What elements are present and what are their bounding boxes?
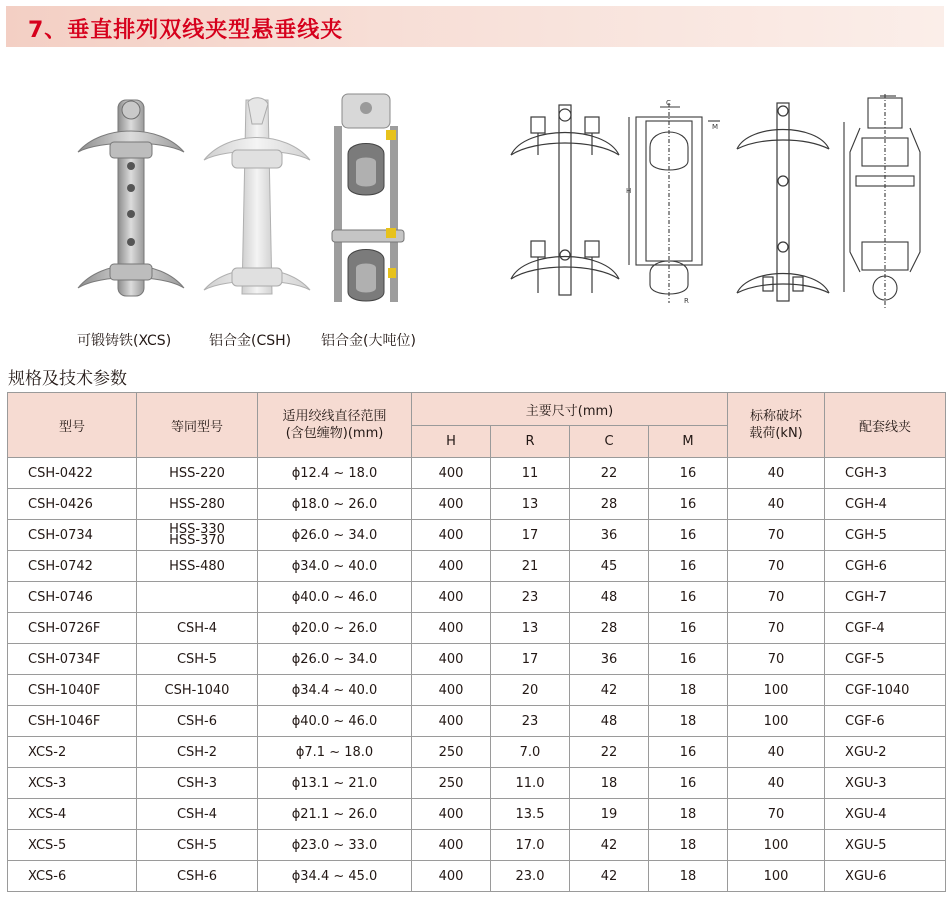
cell-clamp: CGH-6 bbox=[825, 551, 946, 582]
cell-c: 36 bbox=[570, 520, 649, 551]
cell-m: 16 bbox=[649, 737, 728, 768]
title-band bbox=[6, 6, 944, 47]
col-header-model: 型号 bbox=[8, 393, 137, 458]
table-header-row bbox=[8, 393, 946, 426]
cell-load: 100 bbox=[728, 675, 825, 706]
cell-h: 400 bbox=[412, 582, 491, 613]
table-row bbox=[8, 675, 946, 706]
cell-c: 42 bbox=[570, 675, 649, 706]
table-row bbox=[8, 520, 946, 551]
table-row bbox=[8, 861, 946, 892]
cell-model: XCS-3 bbox=[8, 768, 137, 799]
cell-load: 40 bbox=[728, 768, 825, 799]
cell-equivalent bbox=[137, 861, 258, 892]
cell-r: 17 bbox=[491, 644, 570, 675]
table-row bbox=[8, 706, 946, 737]
cell-load: 70 bbox=[728, 644, 825, 675]
cell-equivalent bbox=[137, 799, 258, 830]
cell-h: 400 bbox=[412, 706, 491, 737]
cell-clamp: XGU-6 bbox=[825, 861, 946, 892]
cell-c: 48 bbox=[570, 582, 649, 613]
cell-diameter: ϕ21.1 ~ 26.0 bbox=[258, 799, 412, 830]
cell-clamp: CGF-1040 bbox=[825, 675, 946, 706]
caption-heavy-duty: 铝合金(大吨位) bbox=[321, 333, 416, 349]
cell-m: 16 bbox=[649, 768, 728, 799]
cell-r: 17 bbox=[491, 520, 570, 551]
col-header-diameter-line2: (含包缠物)(mm) bbox=[285, 426, 384, 441]
cell-c: 42 bbox=[570, 830, 649, 861]
cell-load: 40 bbox=[728, 458, 825, 489]
cell-r: 17.0 bbox=[491, 830, 570, 861]
table-row bbox=[8, 551, 946, 582]
cell-h: 400 bbox=[412, 551, 491, 582]
cell-h: 250 bbox=[412, 768, 491, 799]
cell-m: 18 bbox=[649, 799, 728, 830]
equivalent-model: CSH-4 bbox=[176, 806, 218, 822]
cell-r: 20 bbox=[491, 675, 570, 706]
equivalent-model: CSH-5 bbox=[176, 651, 218, 667]
cell-clamp: XGU-4 bbox=[825, 799, 946, 830]
cell-c: 22 bbox=[570, 737, 649, 768]
cell-c: 42 bbox=[570, 861, 649, 892]
product-photo-csh bbox=[198, 94, 316, 302]
cell-h: 400 bbox=[412, 830, 491, 861]
technical-drawing-side bbox=[626, 97, 726, 307]
cell-c: 45 bbox=[570, 551, 649, 582]
cell-load: 70 bbox=[728, 520, 825, 551]
cell-c: 28 bbox=[570, 613, 649, 644]
cell-equivalent bbox=[137, 737, 258, 768]
cell-r: 11 bbox=[491, 458, 570, 489]
cell-diameter: ϕ34.4 ~ 45.0 bbox=[258, 861, 412, 892]
cell-diameter: ϕ12.4 ~ 18.0 bbox=[258, 458, 412, 489]
col-header-clamp: 配套线夹 bbox=[825, 393, 946, 458]
table-row bbox=[8, 489, 946, 520]
cell-r: 21 bbox=[491, 551, 570, 582]
cell-equivalent bbox=[137, 768, 258, 799]
cell-equivalent bbox=[137, 489, 258, 520]
cell-equivalent bbox=[137, 706, 258, 737]
product-photo-xcs bbox=[72, 92, 190, 304]
cell-model: CSH-0426 bbox=[8, 489, 137, 520]
cell-r: 23.0 bbox=[491, 861, 570, 892]
equivalent-model: HSS-220 bbox=[169, 465, 225, 481]
cell-load: 40 bbox=[728, 489, 825, 520]
cell-model: XCS-2 bbox=[8, 737, 137, 768]
cell-m: 16 bbox=[649, 458, 728, 489]
cell-load: 70 bbox=[728, 551, 825, 582]
equivalent-model: CSH-3 bbox=[176, 775, 218, 791]
cell-clamp: CGF-4 bbox=[825, 613, 946, 644]
cell-c: 48 bbox=[570, 706, 649, 737]
cell-diameter: ϕ18.0 ~ 26.0 bbox=[258, 489, 412, 520]
equivalent-model: HSS-330 bbox=[169, 522, 225, 537]
col-header-load-line1: 标称破坏 bbox=[750, 409, 803, 424]
cell-h: 400 bbox=[412, 861, 491, 892]
page-title: 7、垂直排列双线夹型悬垂线夹 bbox=[28, 18, 344, 43]
cell-h: 400 bbox=[412, 458, 491, 489]
cell-clamp: CGF-5 bbox=[825, 644, 946, 675]
cell-model: XCS-6 bbox=[8, 861, 137, 892]
col-header-diameter bbox=[258, 393, 412, 458]
cell-diameter: ϕ40.0 ~ 46.0 bbox=[258, 706, 412, 737]
table-row bbox=[8, 582, 946, 613]
cell-m: 16 bbox=[649, 613, 728, 644]
cell-model: CSH-0746 bbox=[8, 582, 137, 613]
cell-m: 16 bbox=[649, 551, 728, 582]
col-header-r: R bbox=[491, 426, 570, 458]
equivalent-model: CSH-2 bbox=[176, 744, 218, 760]
cell-model: XCS-5 bbox=[8, 830, 137, 861]
cell-clamp: CGH-3 bbox=[825, 458, 946, 489]
cell-c: 36 bbox=[570, 644, 649, 675]
cell-clamp: CGH-7 bbox=[825, 582, 946, 613]
cell-m: 16 bbox=[649, 520, 728, 551]
cell-h: 400 bbox=[412, 520, 491, 551]
cell-r: 13 bbox=[491, 489, 570, 520]
cell-model: CSH-0742 bbox=[8, 551, 137, 582]
technical-drawing-front bbox=[505, 97, 625, 305]
cell-h: 400 bbox=[412, 489, 491, 520]
cell-m: 16 bbox=[649, 489, 728, 520]
col-header-load bbox=[728, 393, 825, 458]
cell-equivalent bbox=[137, 582, 258, 613]
cell-diameter: ϕ34.4 ~ 40.0 bbox=[258, 675, 412, 706]
cell-r: 7.0 bbox=[491, 737, 570, 768]
table-row bbox=[8, 830, 946, 861]
cell-load: 100 bbox=[728, 861, 825, 892]
caption-csh: 铝合金(CSH) bbox=[209, 333, 292, 349]
cell-c: 22 bbox=[570, 458, 649, 489]
table-row bbox=[8, 799, 946, 830]
cell-equivalent bbox=[137, 613, 258, 644]
col-header-main-dims: 主要尺寸(mm) bbox=[412, 393, 728, 426]
cell-m: 18 bbox=[649, 706, 728, 737]
cell-diameter: ϕ34.0 ~ 40.0 bbox=[258, 551, 412, 582]
cell-r: 13.5 bbox=[491, 799, 570, 830]
section-title: 规格及技术参数 bbox=[8, 369, 127, 389]
cell-m: 16 bbox=[649, 582, 728, 613]
dim-label-c: C bbox=[666, 99, 671, 107]
cell-h: 400 bbox=[412, 613, 491, 644]
cell-clamp: CGF-6 bbox=[825, 706, 946, 737]
cell-m: 16 bbox=[649, 644, 728, 675]
col-header-c: C bbox=[570, 426, 649, 458]
col-header-m: M bbox=[649, 426, 728, 458]
cell-diameter: ϕ40.0 ~ 46.0 bbox=[258, 582, 412, 613]
cell-r: 23 bbox=[491, 582, 570, 613]
cell-equivalent bbox=[137, 675, 258, 706]
cell-m: 18 bbox=[649, 861, 728, 892]
col-header-diameter-line1: 适用绞线直径范围 bbox=[282, 409, 387, 424]
table-row bbox=[8, 458, 946, 489]
cell-equivalent bbox=[137, 520, 258, 551]
cell-h: 400 bbox=[412, 799, 491, 830]
equivalent-model: CSH-4 bbox=[176, 620, 218, 636]
cell-r: 13 bbox=[491, 613, 570, 644]
spec-table bbox=[7, 392, 946, 892]
cell-equivalent bbox=[137, 458, 258, 489]
equivalent-model: HSS-370 bbox=[169, 533, 225, 548]
cell-diameter: ϕ20.0 ~ 26.0 bbox=[258, 613, 412, 644]
caption-xcs: 可锻铸铁(XCS) bbox=[77, 333, 172, 349]
cell-model: CSH-0734F bbox=[8, 644, 137, 675]
table-row bbox=[8, 644, 946, 675]
cell-c: 28 bbox=[570, 489, 649, 520]
cell-model: CSH-0422 bbox=[8, 458, 137, 489]
dim-label-r: R bbox=[684, 297, 689, 305]
cell-load: 100 bbox=[728, 830, 825, 861]
table-row bbox=[8, 768, 946, 799]
cell-diameter: ϕ7.1 ~ 18.0 bbox=[258, 737, 412, 768]
cell-load: 70 bbox=[728, 582, 825, 613]
cell-diameter: ϕ23.0 ~ 33.0 bbox=[258, 830, 412, 861]
cell-equivalent bbox=[137, 551, 258, 582]
col-header-h: H bbox=[412, 426, 491, 458]
cell-model: CSH-1046F bbox=[8, 706, 137, 737]
cell-r: 23 bbox=[491, 706, 570, 737]
cell-c: 19 bbox=[570, 799, 649, 830]
cell-load: 70 bbox=[728, 613, 825, 644]
cell-m: 18 bbox=[649, 830, 728, 861]
cell-load: 40 bbox=[728, 737, 825, 768]
technical-drawing-side-2 bbox=[840, 92, 940, 312]
cell-clamp: XGU-5 bbox=[825, 830, 946, 861]
equivalent-model: CSH-6 bbox=[176, 868, 218, 884]
cell-clamp: XGU-2 bbox=[825, 737, 946, 768]
cell-equivalent bbox=[137, 830, 258, 861]
cell-clamp: CGH-5 bbox=[825, 520, 946, 551]
cell-model: CSH-0734 bbox=[8, 520, 137, 551]
cell-clamp: CGH-4 bbox=[825, 489, 946, 520]
cell-load: 100 bbox=[728, 706, 825, 737]
cell-load: 70 bbox=[728, 799, 825, 830]
cell-model: CSH-1040F bbox=[8, 675, 137, 706]
cell-equivalent bbox=[137, 644, 258, 675]
cell-h: 250 bbox=[412, 737, 491, 768]
cell-r: 11.0 bbox=[491, 768, 570, 799]
equivalent-model: CSH-6 bbox=[176, 713, 218, 729]
cell-clamp: XGU-3 bbox=[825, 768, 946, 799]
cell-diameter: ϕ26.0 ~ 34.0 bbox=[258, 520, 412, 551]
equivalent-model: CSH-5 bbox=[176, 837, 218, 853]
product-photo-heavy-duty bbox=[328, 90, 408, 310]
table-body bbox=[8, 458, 946, 892]
table-row bbox=[8, 737, 946, 768]
equivalent-model: CSH-1040 bbox=[164, 682, 230, 698]
equivalent-model: HSS-480 bbox=[169, 558, 225, 574]
table-row bbox=[8, 613, 946, 644]
col-header-equivalent: 等同型号 bbox=[137, 393, 258, 458]
col-header-load-line2: 载荷(kN) bbox=[749, 426, 803, 441]
cell-diameter: ϕ26.0 ~ 34.0 bbox=[258, 644, 412, 675]
cell-model: CSH-0726F bbox=[8, 613, 137, 644]
cell-c: 18 bbox=[570, 768, 649, 799]
cell-model: XCS-4 bbox=[8, 799, 137, 830]
dim-label-h: H bbox=[626, 187, 632, 195]
dim-label-m: M bbox=[712, 123, 719, 131]
equivalent-model: HSS-280 bbox=[169, 496, 225, 512]
cell-diameter: ϕ13.1 ~ 21.0 bbox=[258, 768, 412, 799]
cell-h: 400 bbox=[412, 644, 491, 675]
cell-h: 400 bbox=[412, 675, 491, 706]
cell-m: 18 bbox=[649, 675, 728, 706]
technical-drawing-front-2 bbox=[733, 97, 833, 307]
